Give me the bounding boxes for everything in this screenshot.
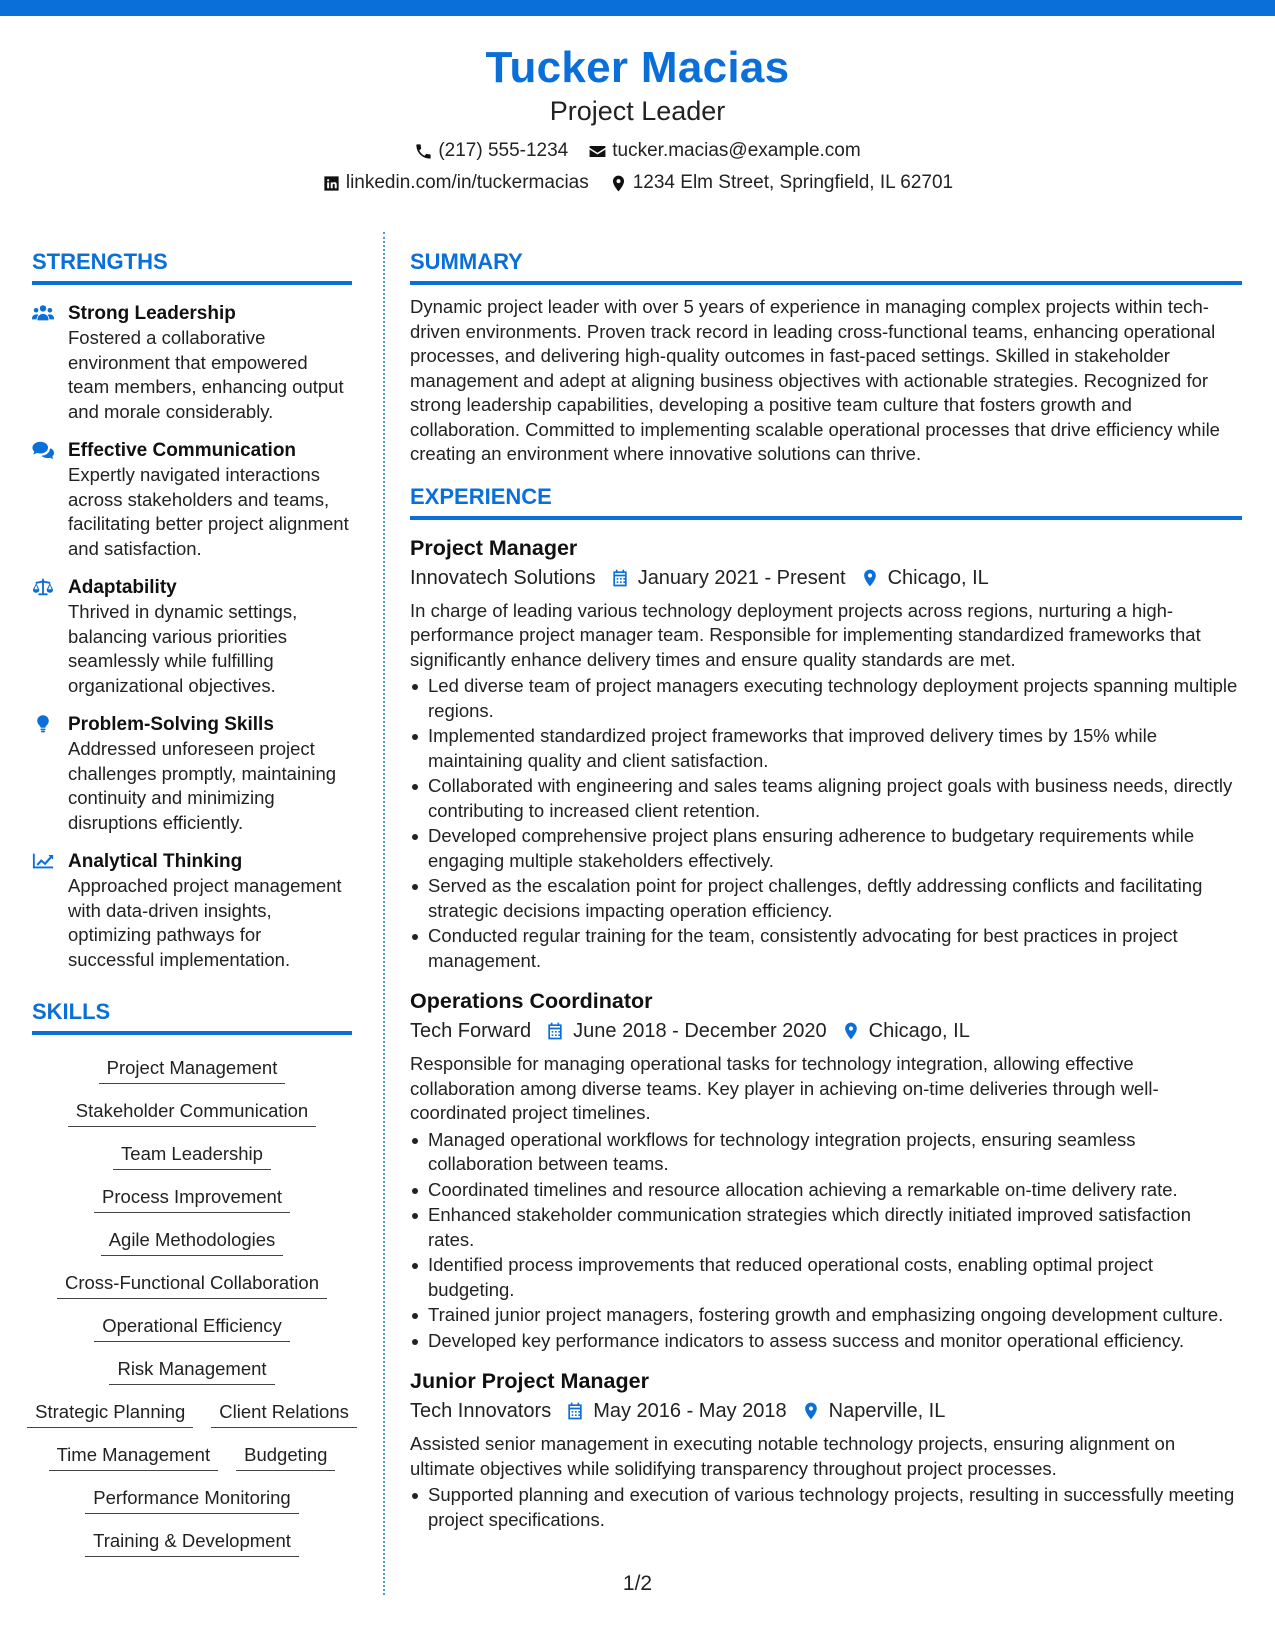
skill-row bbox=[94, 1313, 290, 1342]
bullet-item: Conducted regular training for the team, consistently advocating for best practices in project management. bbox=[410, 924, 1242, 973]
job-entry bbox=[410, 1367, 1242, 1532]
skill-row bbox=[85, 1485, 298, 1514]
strength-item bbox=[32, 438, 352, 561]
skill-tag: Project Management bbox=[99, 1055, 286, 1084]
envelope-icon bbox=[588, 142, 607, 161]
strength-item bbox=[32, 301, 352, 424]
job-dates-text: May 2016 - May 2018 bbox=[593, 1400, 787, 1422]
strength-desc: Approached project management with data-driven insights, optimizing pathways for successful implementation. bbox=[68, 875, 342, 970]
strength-desc: Addressed unforeseen project challenges promptly, maintaining continuity and minimizing disruptions efficiently. bbox=[68, 738, 337, 833]
contact-line-1 bbox=[0, 139, 1275, 163]
job-dates bbox=[610, 563, 846, 593]
contact-phone bbox=[414, 139, 568, 163]
bullet-item: Identified process improvements that reduced operational costs, enabling optimal project budgeting. bbox=[410, 1253, 1242, 1302]
job-location-text: Naperville, IL bbox=[828, 1400, 946, 1422]
job-entry bbox=[410, 987, 1242, 1353]
strengths-heading: STRENGTHS bbox=[32, 248, 352, 285]
bullet-item: Implemented standardized project frameworks that improved delivery times by 15% while maintaining quality and client satisfaction. bbox=[410, 724, 1242, 773]
job-dates-text: January 2021 - Present bbox=[637, 566, 846, 589]
contact-line-2 bbox=[0, 171, 1275, 195]
skill-row bbox=[99, 1055, 286, 1084]
skill-tag: Process Improvement bbox=[94, 1184, 290, 1213]
map-marker-icon bbox=[609, 174, 628, 193]
chart-line-icon bbox=[32, 851, 54, 871]
bullet-item: Supported planning and execution of various technology projects, resulting in successfully meeting project specifications. bbox=[410, 1483, 1242, 1532]
strength-title: Strong Leadership bbox=[68, 303, 236, 324]
bullet-item: Trained junior project managers, fostering growth and emphasizing ongoing development culture. bbox=[410, 1303, 1242, 1328]
job-dates-text: June 2018 - December 2020 bbox=[573, 1020, 827, 1042]
job-location bbox=[801, 1396, 946, 1426]
skill-tag: Team Leadership bbox=[113, 1141, 271, 1170]
job-description: Assisted senior management in executing notable technology projects, ensuring alignment on ultimate objectives while solidifying transparency throughout project processes. bbox=[410, 1433, 1176, 1479]
skill-tag: Client Relations bbox=[211, 1399, 357, 1428]
skill-tag: Strategic Planning bbox=[27, 1399, 193, 1428]
users-icon bbox=[32, 303, 54, 323]
resume-header bbox=[0, 42, 1275, 195]
page-number: 1/2 bbox=[622, 1572, 653, 1595]
skill-tag: Time Management bbox=[49, 1442, 219, 1471]
contact-linkedin[interactable] bbox=[322, 171, 589, 195]
job-meta bbox=[410, 1396, 1242, 1426]
strength-title: Effective Communication bbox=[68, 440, 297, 461]
column-divider bbox=[383, 232, 385, 1595]
job-location-text: Chicago, IL bbox=[868, 1020, 970, 1042]
job-location bbox=[860, 563, 989, 593]
job-title: Operations Coordinator bbox=[410, 989, 653, 1013]
map-marker-icon bbox=[860, 568, 880, 588]
summary-heading: SUMMARY bbox=[410, 248, 1242, 285]
linkedin-text[interactable]: linkedin.com/in/tuckermacias bbox=[345, 172, 589, 193]
job-description: In charge of leading various technology deployment projects across regions, nurturing a high-performance project manager team. Responsible for implementing standardized frameworks that significantly enhance delivery times and ensure quality standards are met. bbox=[410, 599, 1201, 670]
job-meta bbox=[410, 1016, 1242, 1046]
skill-row bbox=[85, 1528, 299, 1557]
strength-title: Adaptability bbox=[68, 577, 177, 598]
skills-list bbox=[32, 1049, 352, 1557]
right-column bbox=[410, 248, 1242, 1532]
strength-item bbox=[32, 849, 352, 972]
bullet-item: Developed comprehensive project plans ensuring adherence to budgetary requirements while engaging multiple stakeholders effectively. bbox=[410, 824, 1242, 873]
calendar-icon bbox=[610, 568, 630, 588]
skill-tag: Cross-Functional Collaboration bbox=[57, 1270, 327, 1299]
job-dates bbox=[545, 1016, 827, 1046]
summary-text: Dynamic project leader with over 5 years of experience in managing complex projects within tech-driven environments. Proven track record in leading cross-functional teams, enhancing operational processes, and delivering high-quality outcomes in fast-paced settings. Skilled in stakeholder management and adept at aligning business objectives with actionable strategies. Recognized for strong leadership capabilities, developing a positive team culture that fosters growth and collaboration. Committed to implementing scalable operational processes that drive efficiency while creating an environment where innovative solutions can thrive. bbox=[410, 296, 1220, 464]
job-meta bbox=[410, 563, 1242, 593]
balance-scale-icon bbox=[32, 577, 54, 597]
skill-tag: Stakeholder Communication bbox=[68, 1098, 316, 1127]
skill-row bbox=[113, 1141, 271, 1170]
bullet-item: Served as the escalation point for project challenges, deftly addressing conflicts and facilitating strategic decisions impacting operation efficiency. bbox=[410, 874, 1242, 923]
bullet-item: Developed key performance indicators to assess success and monitor operational efficiency. bbox=[410, 1329, 1242, 1354]
skill-tag: Risk Management bbox=[109, 1356, 274, 1385]
linkedin-icon bbox=[322, 174, 341, 193]
bullet-item: Enhanced stakeholder communication strategies which directly initiated improved satisfaction rates. bbox=[410, 1203, 1242, 1252]
email-text[interactable]: tucker.macias@example.com bbox=[612, 140, 861, 161]
strength-title: Problem-Solving Skills bbox=[68, 714, 274, 735]
skill-row bbox=[57, 1270, 327, 1299]
job-bullets bbox=[410, 674, 1242, 973]
job-title: Project Manager bbox=[410, 535, 578, 560]
experience-heading: EXPERIENCE bbox=[410, 483, 1242, 520]
skill-row bbox=[101, 1227, 284, 1256]
skills-heading: SKILLS bbox=[32, 998, 352, 1035]
skill-tag: Operational Efficiency bbox=[94, 1313, 290, 1342]
candidate-role: Project Leader bbox=[549, 96, 726, 126]
job-company: Innovatech Solutions bbox=[410, 566, 596, 589]
job-location bbox=[841, 1016, 970, 1046]
strengths-list bbox=[32, 301, 352, 972]
skill-tag: Budgeting bbox=[236, 1442, 335, 1471]
bullet-item: Coordinated timelines and resource allocation achieving a remarkable on-time delivery rate. bbox=[410, 1178, 1242, 1203]
job-company: Tech Forward bbox=[410, 1020, 532, 1042]
lightbulb-icon bbox=[32, 714, 54, 734]
map-marker-icon bbox=[841, 1021, 861, 1041]
map-marker-icon bbox=[801, 1401, 821, 1421]
phone-text: (217) 555-1234 bbox=[438, 140, 569, 161]
strength-desc: Fostered a collaborative environment that empowered team members, enhancing output and morale considerably. bbox=[68, 327, 344, 422]
strength-desc: Expertly navigated interactions across stakeholders and teams, facilitating better project alignment and satisfaction. bbox=[68, 464, 349, 559]
strength-title: Analytical Thinking bbox=[68, 851, 243, 872]
job-company: Tech Innovators bbox=[410, 1400, 552, 1422]
skill-row bbox=[49, 1442, 336, 1471]
job-dates bbox=[565, 1396, 786, 1426]
phone-icon bbox=[414, 142, 433, 161]
left-column bbox=[32, 248, 352, 1557]
strength-desc: Thrived in dynamic settings, balancing various priorities seamlessly while fulfilling organizational objectives. bbox=[68, 601, 298, 696]
experience-section bbox=[410, 483, 1242, 1533]
address-text: 1234 Elm Street, Springfield, IL 62701 bbox=[632, 172, 954, 193]
skill-tag: Training & Development bbox=[85, 1528, 299, 1557]
bullet-item: Managed operational workflows for technology integration projects, ensuring seamless collaboration between teams. bbox=[410, 1128, 1242, 1177]
job-title: Junior Project Manager bbox=[410, 1369, 649, 1393]
contact-address bbox=[609, 171, 953, 195]
job-description: Responsible for managing operational tasks for technology integration, allowing effective collaboration among diverse teams. Key player in achieving on-time deliveries through well-coordinated project timelines. bbox=[410, 1053, 1159, 1123]
skill-tag: Performance Monitoring bbox=[85, 1485, 298, 1514]
skill-row bbox=[27, 1399, 357, 1428]
candidate-name: Tucker Macias bbox=[485, 43, 790, 92]
skill-tag: Agile Methodologies bbox=[101, 1227, 284, 1256]
strength-item bbox=[32, 712, 352, 835]
job-entry bbox=[410, 534, 1242, 974]
top-accent-bar bbox=[0, 0, 1275, 16]
calendar-icon bbox=[545, 1021, 565, 1041]
skill-row bbox=[94, 1184, 290, 1213]
strength-item bbox=[32, 575, 352, 698]
bullet-item: Collaborated with engineering and sales teams aligning project goals with business needs, directly contributing to increased client retention. bbox=[410, 774, 1242, 823]
calendar-icon bbox=[565, 1401, 585, 1421]
contact-email[interactable] bbox=[588, 139, 860, 163]
skill-row bbox=[68, 1098, 316, 1127]
job-bullets bbox=[410, 1483, 1242, 1532]
comments-icon bbox=[32, 440, 54, 460]
job-bullets bbox=[410, 1128, 1242, 1354]
bullet-item: Led diverse team of project managers executing technology deployment projects spanning multiple regions. bbox=[410, 674, 1242, 723]
job-location-text: Chicago, IL bbox=[887, 566, 989, 589]
skill-row bbox=[109, 1356, 274, 1385]
